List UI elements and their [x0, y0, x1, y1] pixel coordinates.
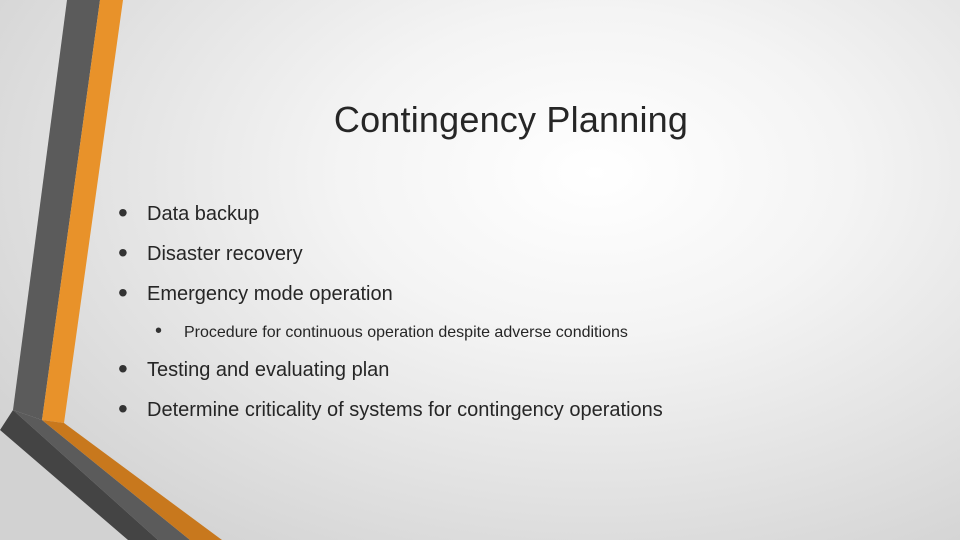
- bullet-text: Determine criticality of systems for contingency operations: [147, 399, 663, 421]
- bullet-item: [118, 392, 663, 432]
- bullet-text: Emergency mode operation: [147, 283, 393, 305]
- bullet-item: [118, 276, 663, 316]
- bullet-item: [118, 236, 663, 276]
- bullet-text: Disaster recovery: [147, 243, 303, 265]
- bullet-text: Data backup: [147, 203, 260, 225]
- bullet-dot: •: [118, 197, 128, 228]
- bullet-item: [118, 352, 663, 392]
- bullet-dot: •: [118, 277, 128, 308]
- sub-bullet-item: [118, 316, 663, 352]
- bullet-text: Testing and evaluating plan: [147, 359, 390, 381]
- bullet-item: [118, 196, 663, 236]
- bullet-dot: •: [118, 353, 128, 384]
- sub-bullet-dot: •: [155, 320, 163, 342]
- slide-title: Contingency Planning: [333, 99, 689, 140]
- bullet-dot: •: [118, 237, 128, 268]
- bullet-list: [118, 196, 663, 432]
- sub-bullet-text: Procedure for continuous operation despite adverse conditions: [184, 324, 628, 341]
- bullet-dot: •: [118, 393, 128, 424]
